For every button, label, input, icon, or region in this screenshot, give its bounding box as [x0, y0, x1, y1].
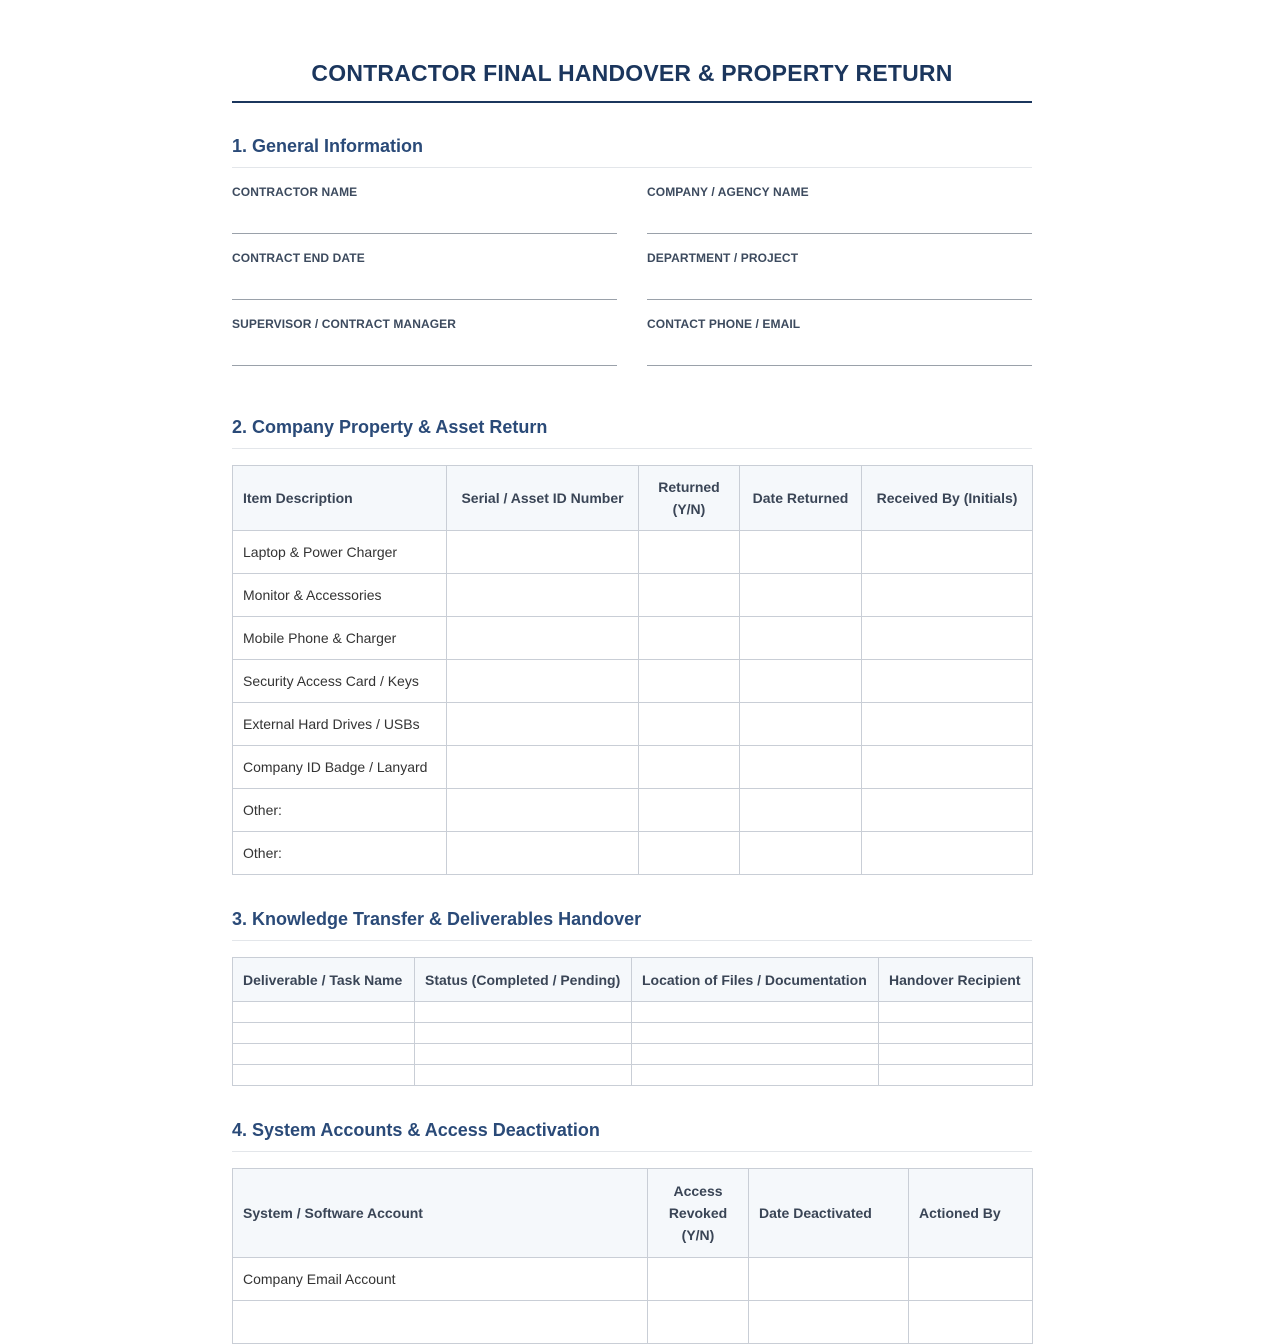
date-returned-cell[interactable] [740, 746, 862, 789]
deliverable-cell[interactable] [233, 1023, 415, 1044]
item-description: External Hard Drives / USBs [233, 703, 447, 746]
table-row [233, 703, 1033, 746]
returned-cell[interactable] [639, 574, 740, 617]
section-heading-general-information: 1. General Information [232, 136, 1032, 168]
table-row [233, 617, 1033, 660]
table-row [233, 1044, 1033, 1065]
table-row [233, 1023, 1033, 1044]
received-by-cell[interactable] [862, 746, 1033, 789]
column-header: Item Description [233, 466, 447, 531]
serial-cell[interactable] [447, 617, 639, 660]
serial-cell[interactable] [447, 574, 639, 617]
date-deactivated-cell[interactable] [749, 1301, 909, 1344]
system-account-name: Company Email Account [233, 1258, 648, 1301]
field-label: DEPARTMENT / PROJECT [647, 251, 799, 265]
system-accounts-table [232, 1168, 1033, 1344]
table-row [233, 574, 1033, 617]
date-returned-cell[interactable] [740, 531, 862, 574]
recipient-cell[interactable] [879, 1002, 1033, 1023]
returned-cell[interactable] [639, 660, 740, 703]
contact-phone-email-field[interactable] [647, 317, 1032, 366]
system-account-name [233, 1301, 648, 1344]
serial-cell[interactable] [447, 531, 639, 574]
item-description: Laptop & Power Charger [233, 531, 447, 574]
section-heading-property-return: 2. Company Property & Asset Return [232, 417, 1032, 449]
serial-cell[interactable] [447, 746, 639, 789]
table-row [233, 746, 1033, 789]
date-deactivated-cell[interactable] [749, 1258, 909, 1301]
received-by-cell[interactable] [862, 660, 1033, 703]
recipient-cell[interactable] [879, 1023, 1033, 1044]
returned-cell[interactable] [639, 746, 740, 789]
field-label: COMPANY / AGENCY NAME [647, 185, 809, 199]
column-header: Date Deactivated [749, 1169, 909, 1258]
contract-end-date-field[interactable] [232, 251, 617, 300]
deliverable-cell[interactable] [233, 1065, 415, 1086]
contractor-name-field[interactable] [232, 185, 617, 234]
table-row [233, 1002, 1033, 1023]
received-by-cell[interactable] [862, 574, 1033, 617]
table-row [233, 1301, 1033, 1344]
date-returned-cell[interactable] [740, 574, 862, 617]
column-header: Handover Recipient [879, 958, 1033, 1002]
table-row [233, 1258, 1033, 1301]
access-revoked-cell[interactable] [648, 1258, 749, 1301]
table-header-row [233, 466, 1033, 531]
supervisor-contract-manager-field[interactable] [232, 317, 617, 366]
location-cell[interactable] [632, 1065, 879, 1086]
column-header: System / Software Account [233, 1169, 648, 1258]
serial-cell[interactable] [447, 832, 639, 875]
section-heading-system-accounts: 4. System Accounts & Access Deactivation [232, 1120, 1032, 1152]
serial-cell[interactable] [447, 660, 639, 703]
column-header: Returned (Y/N) [639, 466, 740, 531]
returned-cell[interactable] [639, 531, 740, 574]
column-header: Received By (Initials) [862, 466, 1033, 531]
field-label: SUPERVISOR / CONTRACT MANAGER [232, 317, 457, 331]
actioned-by-cell[interactable] [909, 1258, 1033, 1301]
date-returned-cell[interactable] [740, 660, 862, 703]
company-agency-name-field[interactable] [647, 185, 1032, 234]
field-label: CONTACT PHONE / EMAIL [647, 317, 801, 331]
date-returned-cell[interactable] [740, 789, 862, 832]
property-return-table [232, 465, 1033, 875]
serial-cell[interactable] [447, 789, 639, 832]
received-by-cell[interactable] [862, 832, 1033, 875]
deliverable-cell[interactable] [233, 1002, 415, 1023]
form-page [232, 0, 1032, 1344]
table-row [233, 789, 1033, 832]
column-header: Location of Files / Documentation [632, 958, 879, 1002]
column-header: Status (Completed / Pending) [415, 958, 632, 1002]
field-label: CONTRACTOR NAME [232, 185, 358, 199]
item-description: Other: [233, 832, 447, 875]
actioned-by-cell[interactable] [909, 1301, 1033, 1344]
status-cell[interactable] [415, 1065, 632, 1086]
column-header: Deliverable / Task Name [233, 958, 415, 1002]
status-cell[interactable] [415, 1044, 632, 1065]
location-cell[interactable] [632, 1023, 879, 1044]
table-row [233, 1065, 1033, 1086]
location-cell[interactable] [632, 1044, 879, 1065]
table-row [233, 531, 1033, 574]
returned-cell[interactable] [639, 703, 740, 746]
received-by-cell[interactable] [862, 703, 1033, 746]
general-information-fields [232, 168, 1032, 383]
status-cell[interactable] [415, 1023, 632, 1044]
item-description: Monitor & Accessories [233, 574, 447, 617]
deliverables-table [232, 957, 1033, 1086]
deliverable-cell[interactable] [233, 1044, 415, 1065]
status-cell[interactable] [415, 1002, 632, 1023]
column-header: Serial / Asset ID Number [447, 466, 639, 531]
field-label: CONTRACT END DATE [232, 251, 365, 265]
date-returned-cell[interactable] [740, 832, 862, 875]
received-by-cell[interactable] [862, 531, 1033, 574]
table-row [233, 832, 1033, 875]
returned-cell[interactable] [639, 617, 740, 660]
recipient-cell[interactable] [879, 1065, 1033, 1086]
returned-cell[interactable] [639, 832, 740, 875]
recipient-cell[interactable] [879, 1044, 1033, 1065]
received-by-cell[interactable] [862, 617, 1033, 660]
column-header: Date Returned [740, 466, 862, 531]
date-returned-cell[interactable] [740, 617, 862, 660]
document-title: CONTRACTOR FINAL HANDOVER & PROPERTY RETURN [232, 60, 1032, 103]
column-header: Actioned By [909, 1169, 1033, 1258]
table-header-row [233, 1169, 1033, 1258]
table-header-row [233, 958, 1033, 1002]
item-description: Security Access Card / Keys [233, 660, 447, 703]
table-row [233, 660, 1033, 703]
serial-cell[interactable] [447, 703, 639, 746]
received-by-cell[interactable] [862, 789, 1033, 832]
item-description: Other: [233, 789, 447, 832]
column-header: Access Revoked (Y/N) [648, 1169, 749, 1258]
access-revoked-cell[interactable] [648, 1301, 749, 1344]
returned-cell[interactable] [639, 789, 740, 832]
date-returned-cell[interactable] [740, 703, 862, 746]
department-project-field[interactable] [647, 251, 1032, 300]
item-description: Company ID Badge / Lanyard [233, 746, 447, 789]
location-cell[interactable] [632, 1002, 879, 1023]
item-description: Mobile Phone & Charger [233, 617, 447, 660]
section-heading-knowledge-transfer: 3. Knowledge Transfer & Deliverables Handover [232, 909, 1032, 941]
